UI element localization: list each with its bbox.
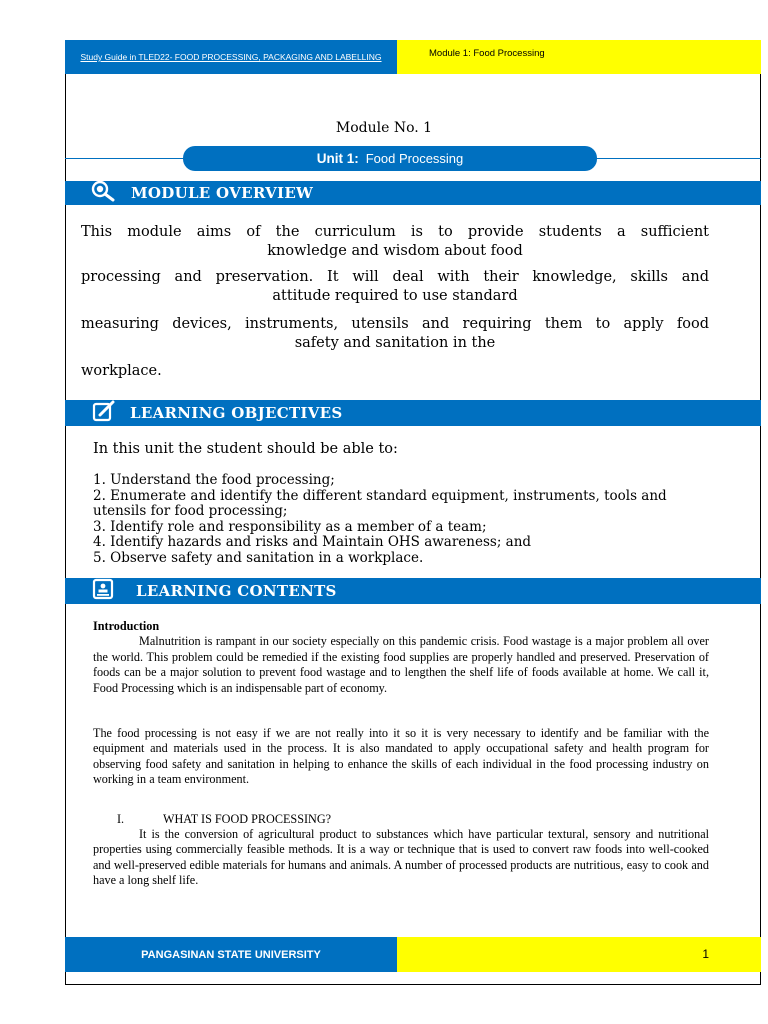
overview-line-1: This module aims of the curriculum is to provide students a sufficient knowledge and wisdom about food: [81, 224, 709, 259]
unit-label: Unit 1:: [316, 151, 359, 166]
document-icon: [92, 578, 114, 604]
objectives-intro: In this unit the student should be able to:: [93, 441, 398, 457]
section-paragraph-block: [93, 827, 709, 889]
module-overview-bar: [65, 181, 761, 205]
overview-line-2: processing and preservation. It will deal with their knowledge, skills and attitude required to use standard: [81, 269, 709, 304]
search-icon: [91, 180, 115, 206]
edit-icon: [92, 400, 116, 426]
list-item: 4. Identify hazards and risks and Maintain OHS awareness; and: [93, 534, 532, 550]
learning-contents-title: LEARNING CONTENTS: [136, 582, 337, 600]
header-module-title: Module 1: Food Processing: [429, 48, 545, 59]
overview-line-4: workplace.: [81, 363, 162, 379]
section-paragraph: It is the conversion of agricultural product to substances which have particular textural, sensory and nutritional properties using commercially feasible methods. It is a way or technique that is used to convert raw foods into well-cooked and well-preserved edible materials for humans and animals. A number of processed products are nutritious, easy to cook and have a long shelf life.: [93, 827, 709, 888]
list-item: 3. Identify role and responsibility as a member of a team;: [93, 518, 487, 535]
header-study-guide: [65, 40, 397, 74]
introduction-paragraph: Malnutrition is rampant in our society especially on this pandemic crisis. Food wastage is a major problem all over the world. This problem could be remedied if the existing food supplies are properly handled and preserved. Preservation of foods can be a major solution to prevent food wastage and to lengthen the shelf life of foods available at home. We call it, Food Processing which is an indispensable part of economy.: [93, 634, 709, 695]
study-guide-link[interactable]: Study Guide in TLED22- FOOD PROCESSING, PACKAGING AND LABELLING: [80, 52, 382, 62]
list-item: 1. Understand the food processing;: [93, 472, 335, 488]
footer-page: [397, 937, 761, 972]
university-name: PANGASINAN STATE UNIVERSITY: [141, 948, 321, 961]
introduction-heading: Introduction: [93, 619, 160, 633]
unit-title: Food Processing: [365, 151, 464, 166]
module-overview-title: MODULE OVERVIEW: [131, 184, 314, 202]
page-number: 1: [702, 947, 709, 961]
second-paragraph: The food processing is not easy if we are not really into it so it is very necessary to identify and be familiar with the equipment and materials used in the process. It is also mandated to apply occupational safety and health program for observing food safety and sanitation in helping to enhance the skills of each individual in the food processing industry on working in a team environment.: [93, 726, 709, 787]
header-module: [397, 40, 761, 74]
list-item: 5. Observe safety and sanitation in a workplace.: [93, 549, 424, 566]
section-heading: [117, 812, 331, 827]
section-number: I.: [117, 812, 125, 826]
objectives-list: [93, 473, 713, 566]
learning-objectives-title: LEARNING OBJECTIVES: [130, 404, 343, 422]
introduction-block: [93, 619, 709, 696]
section-title: WHAT IS FOOD PROCESSING?: [163, 812, 332, 826]
unit-banner: [183, 146, 597, 171]
list-item: 2. Enumerate and identify the different standard equipment, instruments, tools and utensils for food processing;: [93, 487, 667, 519]
learning-objectives-bar: [65, 400, 761, 426]
footer-university: [65, 937, 397, 972]
overview-line-3: measuring devices, instruments, utensils and requiring them to apply food safety and sanitation in the: [81, 316, 709, 351]
learning-contents-bar: [65, 578, 761, 604]
module-number: Module No. 1: [335, 120, 433, 136]
